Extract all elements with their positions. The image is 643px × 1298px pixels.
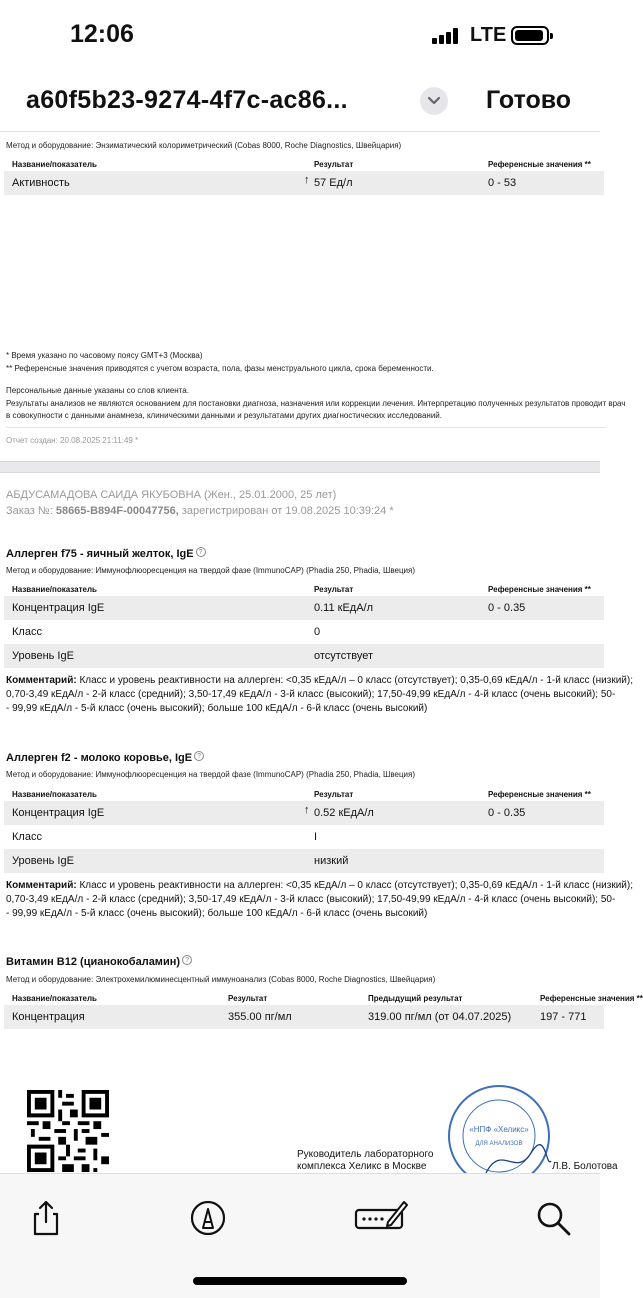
signer-name: Л.В. Болотова [552, 1161, 618, 1172]
table-row [4, 171, 604, 195]
section4-header-prev: Предыдущий результат [368, 994, 463, 1003]
signature-role: Руководитель лабораторного комплекса Хеликс в Москве [297, 1149, 434, 1172]
section4-header-ref: Референсные значения ** [540, 994, 643, 1003]
row-name: Концентрация [12, 1011, 85, 1023]
section1-header-ref: Референсные значения ** [488, 160, 591, 169]
table-row [4, 620, 604, 644]
section3-comment: Комментарий: Класс и уровень реактивности на аллерген: <0,35 кЕдА/л – 0 класс (отсутствует); 0,35-0,69 кЕдА/л - 1-й класс (низкий); 0,70-3,49 кЕдА/л - 2-й класс (средний); 3,50-17,49 кЕдА/л - 3-й класс (высокий); 17,50-49,99 кЕдА/л - 4-й класс (очень высокий); 50- - 99,99 кЕдА/л - 5-й класс (очень высокий); больше 100 кЕдА/л - 6-й класс (очень высокий) [6, 880, 633, 919]
row-ref: 0 - 0.35 [488, 602, 526, 614]
help-icon[interactable]: ? [196, 547, 206, 557]
row-name: Уровень IgE [12, 855, 74, 867]
table-row [4, 1005, 604, 1029]
row-ref: 197 - 771 [540, 1011, 587, 1023]
section4-title: Витамин B12 (цианокобаламин) ? [6, 955, 192, 968]
section3-header-result: Результат [314, 790, 354, 799]
battery-icon [511, 26, 549, 45]
section2-header-ref: Референсные значения ** [488, 585, 591, 594]
title-menu-button[interactable] [420, 87, 448, 115]
section2-header-result: Результат [314, 585, 354, 594]
document-title[interactable]: a60f5b23-9274-4f7c-ac86... [26, 86, 348, 114]
report-created: Отчет создан: 20.08.2025 21:11:49 * [6, 436, 139, 445]
row-result: низкий [314, 855, 349, 867]
markup-icon [188, 1198, 228, 1238]
footnote-disclaimer-1: Результаты анализов не являются основанием для постановки диагноза, назначения или коррекции лечения. Интерпретацию полученных результатов проводит врач [6, 399, 626, 408]
section1-header-name: Название/показатель [12, 160, 97, 169]
section3-title: Аллерген f2 - молоко коровье, IgE ? [6, 751, 204, 764]
section1-method: Метод и оборудование: Энзиматический колориметрический (Cobas 8000, Roche Diagnostics, Швейцария) [6, 141, 402, 150]
navigation-bar [0, 70, 600, 132]
table-row [4, 801, 604, 825]
cellular-signal-icon [432, 28, 458, 44]
qr-code [27, 1090, 109, 1172]
network-type: LTE [470, 24, 507, 46]
section1-header-result: Результат [314, 160, 354, 169]
signature-icon [354, 1198, 408, 1238]
high-arrow-icon: ↑ [304, 174, 310, 186]
home-indicator[interactable] [193, 1277, 407, 1285]
table-row [4, 596, 604, 620]
section2-method: Метод и оборудование: Иммунофлюоресценция на твердой фазе (ImmunoCAP) (Phadia 250, Phadia, Швеция) [6, 566, 416, 575]
row-name: Уровень IgE [12, 650, 74, 662]
footnote-personal: Персональные данные указаны со слов клиента. [6, 386, 189, 395]
signature-button[interactable] [354, 1198, 408, 1238]
row-name: Активность [12, 177, 70, 189]
section3-header-ref: Референсные значения ** [488, 790, 591, 799]
help-icon[interactable]: ? [182, 955, 192, 965]
section4-header-result: Результат [228, 994, 268, 1003]
row-name: Концентрация IgE [12, 602, 105, 614]
help-icon[interactable]: ? [194, 751, 204, 761]
svg-text:ДЛЯ АНАЛИЗОВ: ДЛЯ АНАЛИЗОВ [475, 1141, 523, 1147]
section2-comment: Комментарий: Класс и уровень реактивности на аллерген: <0,35 кЕдА/л – 0 класс (отсутствует); 0,35-0,69 кЕдА/л - 1-й класс (низкий); 0,70-3,49 кЕдА/л - 2-й класс (средний); 3,50-17,49 кЕдА/л - 3-й класс (высокий); 17,50-49,99 кЕдА/л - 4-й класс (очень высокий); 50- - 99,99 кЕдА/л - 5-й класс (очень высокий); больше 100 кЕдА/л - 6-й класс (очень высокий) [6, 675, 633, 714]
row-name: Класс [12, 831, 42, 843]
table-row [4, 825, 604, 849]
pdf-document[interactable] [0, 133, 643, 1173]
section2-title: Аллерген f75 - яичный желток, IgE ? [6, 547, 206, 560]
patient-name: АБДУСАМАДОВА САИДА ЯКУБОВНА (Жен., 25.01.2000, 25 лет) [6, 489, 337, 501]
row-ref: 0 - 53 [488, 177, 517, 189]
row-result: отсутствует [314, 650, 374, 662]
section4-method: Метод и оборудование: Электрохемилюминесцентный иммуноанализ (Cobas 8000, Roche Diagnostics, Швейцария) [6, 975, 436, 984]
page-divider [0, 461, 600, 473]
row-previous-result: 319.00 пг/мл (от 04.07.2025) [368, 1011, 512, 1023]
row-result: 57 Ед/л [314, 177, 353, 189]
search-icon [533, 1198, 573, 1238]
status-time: 12:06 [70, 20, 134, 48]
row-name: Класс [12, 626, 42, 638]
search-button[interactable] [533, 1198, 573, 1238]
row-result: 0.52 кЕдА/л [314, 807, 374, 819]
section3-header-name: Название/показатель [12, 790, 97, 799]
footnote-time: * Время указано по часовому поясу GMT+3 (Москва) [6, 351, 203, 360]
share-button[interactable] [26, 1198, 66, 1238]
section2-header-name: Название/показатель [12, 585, 97, 594]
footnote-disclaimer-2: в совокупности с данными анамнеза, клиническими данными и результатами других диагностических исследований. [6, 411, 442, 420]
section3-method: Метод и оборудование: Иммунофлюоресценция на твердой фазе (ImmunoCAP) (Phadia 250, Phadia, Швеция) [6, 770, 416, 779]
row-ref: 0 - 0.35 [488, 807, 526, 819]
row-result: I [314, 831, 318, 843]
footnote-ref: ** Референсные значения приводятся с учетом возраста, пола, фазы менструального цикла, срока беременности. [6, 364, 434, 373]
order-number: 58665-B894F-00047756, [55, 505, 179, 517]
order-info: Заказ №: 58665-B894F-00047756, зарегистрирован от 19.08.2025 10:39:24 * [6, 505, 394, 517]
row-name: Концентрация IgE [12, 807, 105, 819]
table-row [4, 849, 604, 873]
markup-button[interactable] [188, 1198, 228, 1238]
row-result: 355.00 пг/мл [228, 1011, 292, 1023]
table-row [4, 644, 604, 668]
done-button[interactable]: Готово [486, 86, 572, 114]
section4-header-name: Название/показатель [12, 994, 97, 1003]
status-bar [0, 0, 600, 70]
row-result: 0.11 кЕдА/л [314, 602, 374, 614]
chevron-down-icon [427, 96, 441, 106]
svg-text:«НПФ «Хеликс»: «НПФ «Хеликс» [469, 1125, 529, 1134]
row-result: 0 [314, 626, 321, 638]
share-icon [26, 1198, 66, 1238]
high-arrow-icon: ↑ [304, 804, 310, 816]
